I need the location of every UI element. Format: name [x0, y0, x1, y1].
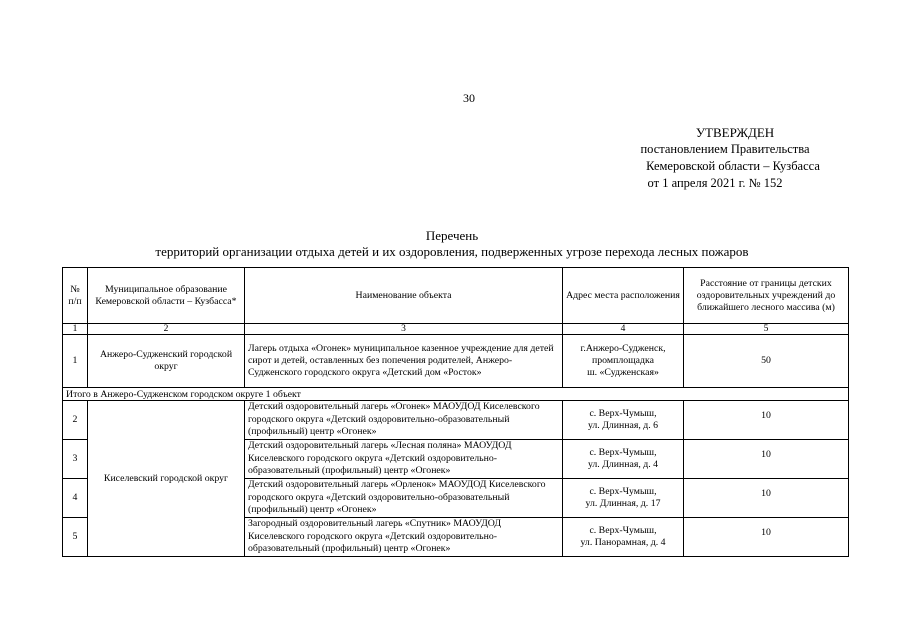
column-number: 2: [88, 324, 245, 335]
address-line: с. Верх-Чумыш,: [589, 408, 657, 419]
address-line: с. Верх-Чумыш,: [589, 525, 657, 536]
row-municipality: Киселевский городской округ: [88, 401, 245, 557]
page-number: 30: [463, 91, 475, 105]
row-num: 3: [63, 440, 88, 479]
column-number: 5: [684, 324, 849, 335]
row-object: Загородный оздоровительный лагерь «Спутник» МАОУДОД Киселевского городского округа «Детский оздоровительно-образовательный (профильный) центр «Огонек»: [245, 518, 563, 557]
row-distance: 10: [684, 518, 849, 557]
header-object: Наименование объекта: [245, 268, 563, 324]
title-line-2: территорий организации отдыха детей и их оздоровления, подверженных угрозе перехода лесных пожаров: [155, 244, 749, 259]
column-number: 3: [245, 324, 563, 335]
address-line: с. Верх-Чумыш,: [589, 486, 657, 497]
header-address: Адрес места расположения: [563, 268, 684, 324]
total-anzhero: Итого в Анжеро-Судженском городском округе 1 объект: [63, 388, 849, 401]
territory-table: [62, 267, 849, 557]
address-line: ул. Панорамная, д. 4: [580, 537, 666, 548]
address-line: с. Верх-Чумыш,: [589, 447, 657, 458]
document-title: [62, 228, 842, 260]
table-row: [63, 335, 849, 388]
column-number: 1: [63, 324, 88, 335]
approval-line-2: Кемеровской области – Кузбасса: [646, 159, 820, 173]
header-municipality: Муниципальное образование Кемеровской области – Кузбасса*: [88, 268, 245, 324]
header-distance: Расстояние от границы детских оздоровительных учреждений до ближайшего лесного массива (м): [684, 268, 849, 324]
row-distance: 10: [684, 479, 849, 518]
approval-line-3: от 1 апреля 2021 г. № 152: [647, 176, 783, 190]
address-line: ул. Длинная, д. 6: [587, 420, 659, 431]
approval-heading: УТВЕРЖДЕН: [695, 125, 775, 140]
row-object: Лагерь отдыха «Огонек» муниципальное казенное учреждение для детей сирот и детей, оставленных без попечения родителей, Анжеро-Судженского городского округа «Детский дом «Росток»: [245, 335, 563, 388]
row-address: [563, 335, 684, 388]
row-num: 4: [63, 479, 88, 518]
row-object: Детский оздоровительный лагерь «Лесная поляна» МАОУДОД Киселевского городского округа «Детский оздоровительно-образовательный (профильный) центр «Огонек»: [245, 440, 563, 479]
address-line: ул. Длинная, д. 17: [585, 498, 661, 509]
table-header-row: [63, 268, 849, 324]
row-object: Детский оздоровительный лагерь «Огонек» МАОУДОД Киселевского городского округа «Детский оздоровительно-образовательный (профильный) центр «Огонек»: [245, 401, 563, 440]
row-object: Детский оздоровительный лагерь «Орленок» МАОУДОД Киселевского городского округа «Детский оздоровительно-образовательный (профильный) центр «Огонек»: [245, 479, 563, 518]
header-num: № п/п: [63, 268, 88, 324]
row-address: [563, 440, 684, 479]
column-number: 4: [563, 324, 684, 335]
column-number-row: [63, 324, 849, 335]
row-distance: 50: [684, 335, 849, 388]
row-num: 1: [63, 335, 88, 388]
address-line: ул. Длинная, д. 4: [587, 459, 659, 470]
row-address: [563, 518, 684, 557]
row-address: [563, 401, 684, 440]
approval-stamp: [610, 124, 840, 192]
row-municipality: Анжеро-Судженский городской округ: [88, 335, 245, 388]
address-line: промплощадка: [592, 355, 654, 366]
row-distance: 10: [684, 401, 849, 440]
address-line: ш. «Судженская»: [587, 367, 659, 378]
row-distance: 10: [684, 440, 849, 479]
total-row: [63, 388, 849, 401]
row-address: [563, 479, 684, 518]
table-row: [63, 401, 849, 440]
row-num: 5: [63, 518, 88, 557]
address-line: г.Анжеро-Судженск,: [580, 343, 666, 354]
row-num: 2: [63, 401, 88, 440]
title-line-1: Перечень: [425, 228, 479, 243]
approval-line-1: постановлением Правительства: [640, 142, 810, 156]
